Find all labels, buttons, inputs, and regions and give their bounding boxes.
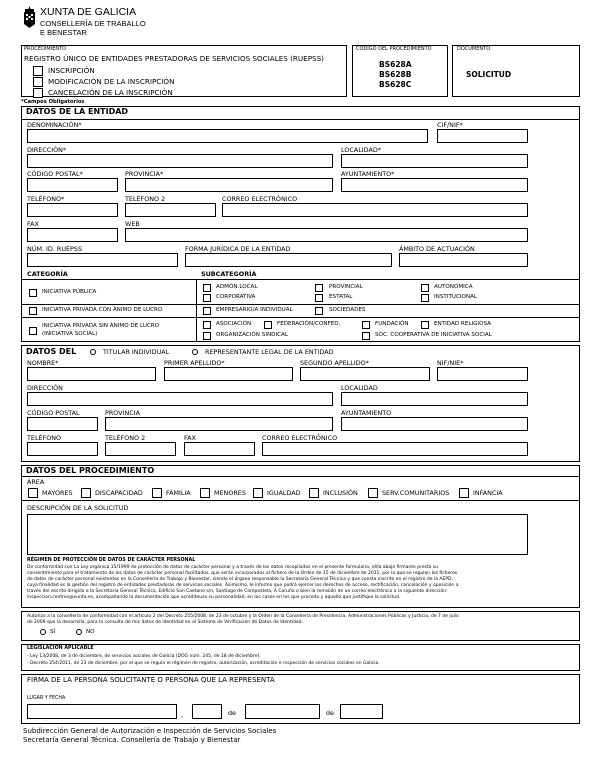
area-inclusion-checkbox[interactable] xyxy=(309,488,319,498)
privacy-line-3: de datos de carácter personal existentes en la Consellería de Trabajo y Bienestar, siendo el órgano responsable la Secretaria General Técnica y que consta inscrito en el registro de la AEPD, xyxy=(27,577,453,582)
privacy-line-4: cuya finalidad es la gestión del registro de entidades prestadoras de servicios sociales. Asimismo, le informo que podrá ejercer los derechos de acceso, rectificación, cancelación y oposición a xyxy=(27,583,459,588)
cat-publica-checkbox[interactable] xyxy=(29,289,37,297)
cif-label: CIF/NIF* xyxy=(437,121,463,129)
cat-privada-sin-label-2: (INICIATIVA SOCIAL) xyxy=(42,331,98,337)
area-inclusion-label: INCLUSIÓN xyxy=(323,489,358,497)
ayuntamiento-label: AYUNTAMIENTO* xyxy=(341,170,395,178)
auth-line-2: de 2009 que la desarrolla, para la consulta de mis datos de identidad en el Sistema de Verificación de Datos de Identidad. xyxy=(27,620,303,625)
footer-line-1: Subdirección General de Autorización e Inspección de Servicios Sociales xyxy=(23,727,277,735)
procedure-code-label: CÓDIGO DEL PROCEDIMIENTO xyxy=(356,46,432,52)
document-value: SOLICITUD xyxy=(466,70,512,79)
representante-label: REPRESENTANTE LEGAL DE LA ENTIDAD xyxy=(205,348,334,356)
area-familia-label: FAMILIA xyxy=(166,489,191,497)
cancelacion-label: CANCELACIÓN DE LA INSCRIPCIÓN xyxy=(48,88,173,97)
cat-privada-sin-checkbox[interactable] xyxy=(29,327,37,335)
area-label: ÁREA xyxy=(27,478,45,486)
direccion-input[interactable] xyxy=(27,154,333,168)
sub-autonomica-checkbox[interactable] xyxy=(421,284,429,292)
auth-yes-label: SÍ xyxy=(50,629,56,635)
area-menores-label: MENORES xyxy=(214,489,246,497)
sub-corporativa-checkbox[interactable] xyxy=(203,294,211,302)
p-localidad-label: LOCALIDAD xyxy=(341,384,378,392)
month-input[interactable] xyxy=(245,704,320,719)
p-apellido1-input[interactable] xyxy=(164,367,293,381)
area-infancia-label: INFANCIA xyxy=(473,489,503,497)
p-email-label: CORREO ELECTRÓNICO xyxy=(262,434,338,442)
de-label-2: de xyxy=(326,709,334,717)
p-nombre-input[interactable] xyxy=(27,367,156,381)
ambito-input[interactable] xyxy=(399,253,528,267)
legislation-line-1: - Ley 13/2008, de 3 de diciembre, de servicios sociales de Galicia (DOG núm. 245, de 18 de diciembre). xyxy=(27,654,261,659)
cancelacion-checkbox[interactable] xyxy=(33,88,43,98)
footer-line-2: Secretaría General Técnica. Consellería de Trabajo y Bienestar xyxy=(23,736,241,744)
procedure-title: REGISTRO ÚNICO DE ENTIDADES PRESTADORAS DE SERVICIOS SOCIALES (RUEPSS) xyxy=(24,54,324,63)
email-input[interactable] xyxy=(222,203,528,217)
p-ayuntamiento-input[interactable] xyxy=(341,417,528,431)
p-telefono2-label: TELÉFONO 2 xyxy=(105,434,146,442)
provincia-input[interactable] xyxy=(125,178,333,192)
web-label: WEB xyxy=(125,220,140,228)
procedure-label: PROCEDIMIENTO xyxy=(24,46,67,52)
place-input[interactable] xyxy=(27,704,177,719)
sub-admon-checkbox[interactable] xyxy=(203,284,211,292)
code-a: BS628A xyxy=(379,60,412,69)
privacy-line-1: De conformidad con La Ley orgánica 15/1999 de protección de datos de carácter personal y a través de los datos recopilados en el presente formulario, el/la abajo firmante presta su xyxy=(27,565,439,570)
sub-religiosa-checkbox[interactable] xyxy=(421,321,429,329)
num-id-label: NÚM. ID. RUEPSS xyxy=(27,245,83,253)
inscripcion-checkbox[interactable] xyxy=(33,66,43,76)
categoria-label: CATEGORÍA xyxy=(27,270,68,278)
sub-estatal-checkbox[interactable] xyxy=(315,294,323,302)
modificacion-checkbox[interactable] xyxy=(33,77,43,87)
subcategoria-label: SUBCATEGORÍA xyxy=(201,270,257,278)
dept-line2: E BENESTAR xyxy=(40,28,87,37)
legislation-title: LEGISLACIÓN APLICABLE xyxy=(27,646,94,651)
forma-input[interactable] xyxy=(185,253,392,267)
description-input[interactable] xyxy=(27,514,528,555)
sub-sindical-checkbox[interactable] xyxy=(203,332,211,340)
procedure-data-title: DATOS DEL PROCEDIMIENTO xyxy=(26,466,155,475)
sub-sindical-label: ORGANIZACIÓN SINDICAL xyxy=(216,332,288,338)
de-label-1: de xyxy=(228,709,236,717)
p-fax-input[interactable] xyxy=(184,442,255,456)
p-telefono2-input[interactable] xyxy=(105,442,176,456)
sub-estatal-label: ESTATAL xyxy=(329,294,353,300)
area-igualdad-label: IGUALDAD xyxy=(267,489,301,497)
p-nif-input[interactable] xyxy=(437,367,528,381)
area-mayores-label: MAYORES xyxy=(42,489,73,497)
privacy-line-2: consentimiento para el tratamiento de los datos de carácter personal facilitados, que serán incorporados al fichero de la Orden de 15 de diciembre de 2011, por la que se regulan los ficheros xyxy=(27,571,458,576)
dept-line1: CONSELLERÍA DE TRABALLO xyxy=(40,19,146,28)
direccion-label: DIRECCIÓN* xyxy=(27,146,67,154)
sub-cooperativa-checkbox[interactable] xyxy=(362,332,370,340)
cif-input[interactable] xyxy=(437,129,528,143)
document-label: DOCUMENTO xyxy=(457,46,491,52)
entity-section-title: DATOS DE LA ENTIDAD xyxy=(26,107,129,116)
area-igualdad-checkbox[interactable] xyxy=(253,488,263,498)
sub-fundacion-checkbox[interactable] xyxy=(362,321,370,329)
p-provincia-label: PROVINCIA xyxy=(105,409,140,417)
place-date-label: LUGAR Y FECHA xyxy=(27,696,66,701)
p-direccion-label: DIRECCIÓN xyxy=(27,384,63,392)
auth-line-1: Autorizo a la consellería de conformidad con el artículo 2 del Decreto 255/2008, de 23 de octubre y la Orden de la Consellería de Presidencia, Administraciones Públicas y Justicia, de 7 de julio xyxy=(27,614,459,619)
area-menores-checkbox[interactable] xyxy=(200,488,210,498)
sub-provincial-label: PROVINCIAL xyxy=(329,284,363,290)
date-comma: , xyxy=(181,711,184,719)
area-infancia-checkbox[interactable] xyxy=(459,488,469,498)
sub-religiosa-label: ENTIDAD RELIGIOSA xyxy=(434,321,491,327)
sub-empresario-label: EMPRESARIO/A INDIVIDUAL xyxy=(216,307,293,313)
telefono-input[interactable] xyxy=(27,203,118,217)
area-servcomunitarios-checkbox[interactable] xyxy=(368,488,378,498)
forma-label: FORMA JURÍDICA DE LA ENTIDAD xyxy=(185,245,291,253)
sub-sociedades-label: SOCIEDADES xyxy=(329,307,366,313)
titular-label: TITULAR INDIVIDUAL xyxy=(103,348,170,356)
sub-provincial-checkbox[interactable] xyxy=(315,284,323,292)
p-direccion-input[interactable] xyxy=(27,392,333,406)
sub-sociedades-checkbox[interactable] xyxy=(315,307,323,315)
modificacion-label: MODIFICACIÓN DE LA INSCRIPCIÓN xyxy=(48,77,175,86)
cat-privada-lucro-checkbox[interactable] xyxy=(29,307,37,315)
ayuntamiento-input[interactable] xyxy=(341,178,528,192)
p-apellido1-label: PRIMER APELLIDO* xyxy=(164,359,225,367)
privacy-line-6: inspeccion.centros@xunta.es, acompañando la documentación que acrediteuse su personalidad, en los casos en los que proceda y aquello que justifique la solicitud. xyxy=(27,595,401,600)
area-discapacidad-checkbox[interactable] xyxy=(81,488,91,498)
email-label: CORREO ELECTRÓNICO xyxy=(222,195,298,203)
year-input[interactable] xyxy=(340,704,383,719)
cat-publica-label: INICIATIVA PÚBLICA xyxy=(42,289,97,295)
sub-institucional-label: INSTITUCIONAL xyxy=(434,294,478,300)
sub-autonomica-label: AUTONÓMICA xyxy=(434,284,473,290)
p-ayuntamiento-label: AYUNTAMIENTO xyxy=(341,409,392,417)
sub-institucional-checkbox[interactable] xyxy=(421,294,429,302)
denominacion-input[interactable] xyxy=(27,129,428,143)
p-nif-label: NIF/NIE* xyxy=(437,359,464,367)
p-provincia-input[interactable] xyxy=(105,417,333,431)
code-c: BS628C xyxy=(379,80,412,89)
person-section-title: DATOS DEL xyxy=(26,347,77,356)
sub-fundacion-label: FUNDACIÓN xyxy=(375,321,409,327)
titular-radio[interactable] xyxy=(90,349,96,355)
p-nombre-label: NOMBRE* xyxy=(27,359,59,367)
num-id-input[interactable] xyxy=(27,253,178,267)
p-localidad-input[interactable] xyxy=(341,392,528,406)
auth-no-label: NO xyxy=(86,629,95,635)
denominacion-label: DENOMINACIÓN* xyxy=(27,121,82,129)
cat-privada-lucro-label: INICIATIVA PRIVADA CON ÁNIMO DE LUCRO xyxy=(42,307,163,313)
representante-radio[interactable] xyxy=(192,349,198,355)
day-input[interactable] xyxy=(192,704,222,719)
mandatory-note: *Campos Obligatorios xyxy=(21,99,85,105)
xunta-logo xyxy=(23,6,36,28)
web-input[interactable] xyxy=(125,228,528,242)
sub-asociacion-label: ASOCIACIÓN xyxy=(216,321,252,327)
p-cp-label: CÓDIGO POSTAL xyxy=(27,409,80,417)
area-mayores-checkbox[interactable] xyxy=(28,488,38,498)
p-telefono-input[interactable] xyxy=(27,442,98,456)
telefono2-input[interactable] xyxy=(125,203,216,217)
p-email-input[interactable] xyxy=(262,442,528,456)
coat-of-arms-icon xyxy=(23,6,36,28)
auth-yes-radio[interactable] xyxy=(40,629,46,635)
p-apellido2-input[interactable] xyxy=(300,367,430,381)
p-telefono-label: TELÉFONO xyxy=(27,434,62,442)
telefono-label: TELÉFONO* xyxy=(27,195,65,203)
p-cp-input[interactable] xyxy=(27,417,98,431)
fax-label: FAX xyxy=(27,220,39,228)
signature-title: FIRMA DE LA PERSONA SOLICITANTE O PERSONA QUE LA REPRESENTA xyxy=(27,676,275,684)
cat-privada-sin-label-1: INICIATIVA PRIVADA SIN ÁNIMO DE LUCRO xyxy=(42,323,160,329)
ambito-label: ÁMBITO DE ACTUACIÓN xyxy=(399,245,475,253)
localidad-input[interactable] xyxy=(341,154,528,168)
provincia-label: PROVINCIA* xyxy=(125,170,164,178)
sub-corporativa-label: CORPORATIVA xyxy=(216,294,256,300)
p-fax-label: FAX xyxy=(184,434,196,442)
sub-cooperativa-label: SOC. COOPERATIVA DE INICIATIVA SOCIAL xyxy=(375,332,492,338)
sub-federacion-label: FEDERACIÓN/CONFED. xyxy=(277,321,341,327)
sub-admon-label: ADMÓN.LOCAL xyxy=(216,284,258,290)
area-discapacidad-label: DISCAPACIDAD xyxy=(95,489,143,497)
sub-empresario-checkbox[interactable] xyxy=(203,307,211,315)
telefono2-label: TELÉFONO 2 xyxy=(125,195,166,203)
area-servcomunitarios-label: SERV.COMUNITARIOS xyxy=(382,489,450,497)
description-label: DESCRIPCIÓN DE LA SOLICITUD xyxy=(27,504,129,512)
inscripcion-label: INSCRIPCIÓN xyxy=(48,66,95,75)
code-b: BS628B xyxy=(379,70,412,79)
p-apellido2-label: SEGUNDO APELLIDO* xyxy=(300,359,369,367)
cp-input[interactable] xyxy=(27,178,118,192)
localidad-label: LOCALIDAD* xyxy=(341,146,381,154)
sub-federacion-checkbox[interactable] xyxy=(264,321,272,329)
cp-label: CÓDIGO POSTAL* xyxy=(27,170,83,178)
sub-asociacion-checkbox[interactable] xyxy=(203,321,211,329)
fax-input[interactable] xyxy=(27,228,118,242)
auth-no-radio[interactable] xyxy=(76,629,82,635)
area-familia-checkbox[interactable] xyxy=(152,488,162,498)
privacy-title: RÉGIMEN DE PROTECCIÓN DE DATOS DE CARÁCTER PERSONAL xyxy=(27,558,196,563)
org-title: XUNTA DE GALICIA xyxy=(40,6,137,18)
privacy-line-5: través del escrito dirigido a la Secretaría General Técnica, Edificio San Caetano s/n, Santiago de Compostela, A Coruña o bien la remisión de un correo electrónico a la siguiente dirección: xyxy=(27,589,448,594)
legislation-line-2: - Decreto 254/2011, de 23 de diciembre, por el que se regula el régimen de registro, autorización, acreditación e inspección de servicios sociales en Galicia. xyxy=(27,661,380,666)
